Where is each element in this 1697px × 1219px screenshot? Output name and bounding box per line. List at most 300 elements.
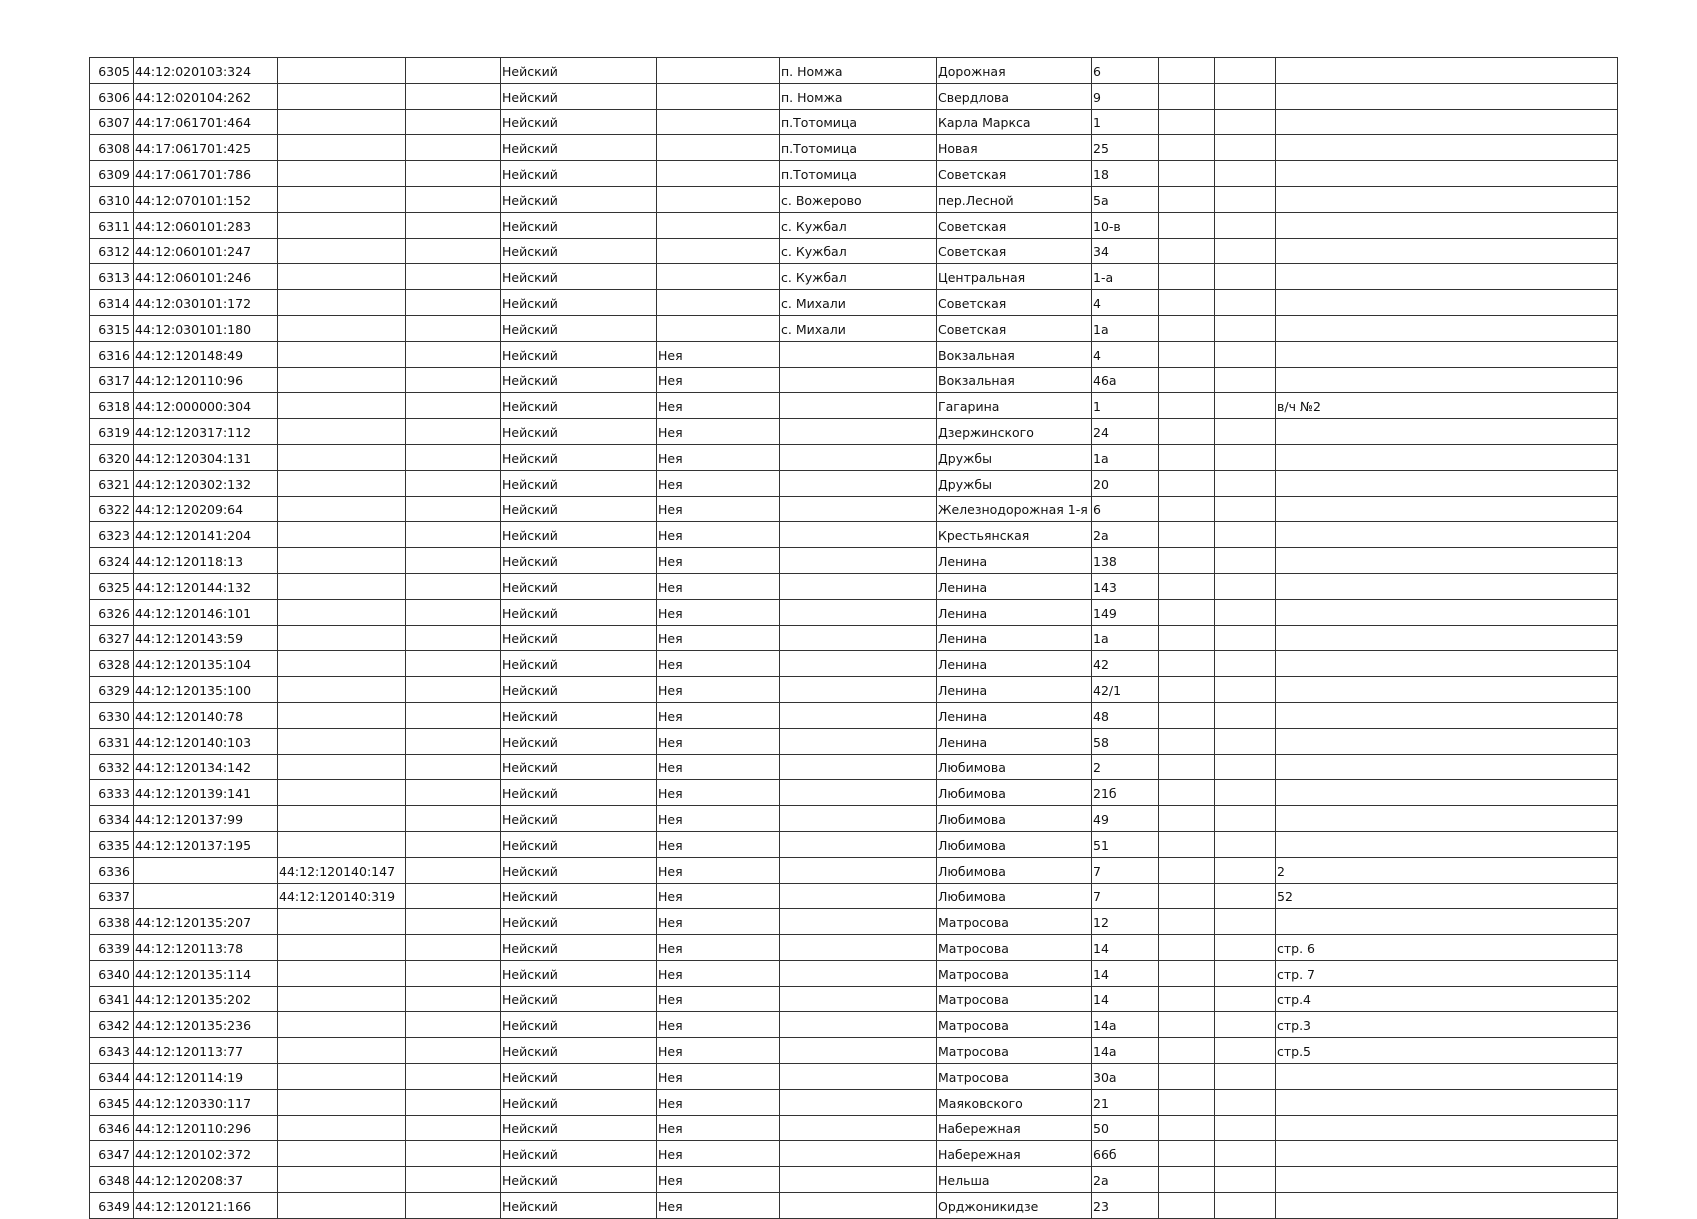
street-cell: Новая	[937, 135, 1092, 161]
settlement-cell	[780, 806, 937, 832]
street-cell: Дзержинского	[937, 419, 1092, 445]
building-cell	[1159, 728, 1215, 754]
settlement-cell	[780, 599, 937, 625]
house-number-cell: 1	[1092, 109, 1159, 135]
table-row	[90, 1089, 1618, 1115]
settlement-cell: п. Номжа	[780, 58, 937, 84]
cadastral-number-alt-cell	[278, 419, 406, 445]
cadastral-number-alt-cell	[278, 573, 406, 599]
building-cell	[1159, 1089, 1215, 1115]
street-cell: Ленина	[937, 677, 1092, 703]
note-cell: в/ч №2	[1276, 393, 1618, 419]
district-cell: Нейский	[501, 806, 657, 832]
city-cell: Нея	[657, 470, 780, 496]
row-number-cell: 6315	[90, 315, 134, 341]
district-cell: Нейский	[501, 1193, 657, 1219]
cadastral-number-alt-cell	[278, 1115, 406, 1141]
apartment-cell	[1215, 1038, 1276, 1064]
cadastral-number-cell: 44:12:120148:49	[134, 341, 278, 367]
apartment-cell	[1215, 960, 1276, 986]
district-cell: Нейский	[501, 831, 657, 857]
city-cell	[657, 135, 780, 161]
empty-cell	[406, 1038, 501, 1064]
district-cell: Нейский	[501, 909, 657, 935]
cadastral-number-cell: 44:17:061701:464	[134, 109, 278, 135]
cadastral-number-alt-cell	[278, 831, 406, 857]
house-number-cell: 49	[1092, 806, 1159, 832]
note-cell	[1276, 186, 1618, 212]
cadastral-number-alt-cell	[278, 960, 406, 986]
cadastral-number-alt-cell	[278, 806, 406, 832]
building-cell	[1159, 1038, 1215, 1064]
street-cell: Дорожная	[937, 58, 1092, 84]
cadastral-number-cell: 44:12:120208:37	[134, 1167, 278, 1193]
district-cell: Нейский	[501, 780, 657, 806]
note-cell	[1276, 1167, 1618, 1193]
cadastral-number-alt-cell	[278, 986, 406, 1012]
street-cell: Советская	[937, 290, 1092, 316]
house-number-cell: 42	[1092, 651, 1159, 677]
city-cell: Нея	[657, 754, 780, 780]
empty-cell	[406, 83, 501, 109]
empty-cell	[406, 960, 501, 986]
district-cell: Нейский	[501, 1064, 657, 1090]
row-number-cell: 6329	[90, 677, 134, 703]
building-cell	[1159, 677, 1215, 703]
row-number-cell: 6348	[90, 1167, 134, 1193]
street-cell: Дружбы	[937, 444, 1092, 470]
cadastral-number-alt-cell	[278, 109, 406, 135]
cadastral-number-cell: 44:12:120141:204	[134, 522, 278, 548]
street-cell: Любимова	[937, 780, 1092, 806]
cadastral-number-cell: 44:12:120134:142	[134, 754, 278, 780]
house-number-cell: 50	[1092, 1115, 1159, 1141]
cadastral-number-alt-cell	[278, 367, 406, 393]
city-cell: Нея	[657, 960, 780, 986]
row-number-cell: 6316	[90, 341, 134, 367]
row-number-cell: 6320	[90, 444, 134, 470]
building-cell	[1159, 780, 1215, 806]
cadastral-number-cell: 44:12:120304:131	[134, 444, 278, 470]
note-cell	[1276, 1089, 1618, 1115]
cadastral-number-cell: 44:12:120140:78	[134, 702, 278, 728]
city-cell: Нея	[657, 883, 780, 909]
city-cell: Нея	[657, 393, 780, 419]
cadastral-number-alt-cell	[278, 238, 406, 264]
settlement-cell	[780, 341, 937, 367]
street-cell: Маяковского	[937, 1089, 1092, 1115]
city-cell: Нея	[657, 728, 780, 754]
row-number-cell: 6328	[90, 651, 134, 677]
city-cell: Нея	[657, 496, 780, 522]
note-cell: стр. 7	[1276, 960, 1618, 986]
table-row	[90, 238, 1618, 264]
building-cell	[1159, 212, 1215, 238]
house-number-cell: 1а	[1092, 444, 1159, 470]
cadastral-number-cell	[134, 857, 278, 883]
settlement-cell	[780, 419, 937, 445]
note-cell	[1276, 573, 1618, 599]
note-cell: стр.5	[1276, 1038, 1618, 1064]
cadastral-number-cell: 44:12:060101:283	[134, 212, 278, 238]
apartment-cell	[1215, 186, 1276, 212]
settlement-cell	[780, 1115, 937, 1141]
settlement-cell: п.Тотомица	[780, 161, 937, 187]
apartment-cell	[1215, 393, 1276, 419]
cadastral-number-cell: 44:12:120110:96	[134, 367, 278, 393]
settlement-cell: с. Михали	[780, 315, 937, 341]
street-cell: Набережная	[937, 1115, 1092, 1141]
row-number-cell: 6309	[90, 161, 134, 187]
note-cell	[1276, 728, 1618, 754]
settlement-cell: с. Михали	[780, 290, 937, 316]
building-cell	[1159, 393, 1215, 419]
district-cell: Нейский	[501, 58, 657, 84]
house-number-cell: 46а	[1092, 367, 1159, 393]
cadastral-number-cell: 44:12:120135:236	[134, 1012, 278, 1038]
row-number-cell: 6331	[90, 728, 134, 754]
house-number-cell: 4	[1092, 290, 1159, 316]
row-number-cell: 6338	[90, 909, 134, 935]
table-row	[90, 651, 1618, 677]
street-cell: Любимова	[937, 806, 1092, 832]
house-number-cell: 42/1	[1092, 677, 1159, 703]
cadastral-number-alt-cell	[278, 470, 406, 496]
row-number-cell: 6318	[90, 393, 134, 419]
city-cell: Нея	[657, 1012, 780, 1038]
apartment-cell	[1215, 831, 1276, 857]
empty-cell	[406, 599, 501, 625]
note-cell	[1276, 496, 1618, 522]
empty-cell	[406, 831, 501, 857]
table-row	[90, 470, 1618, 496]
apartment-cell	[1215, 83, 1276, 109]
row-number-cell: 6346	[90, 1115, 134, 1141]
empty-cell	[406, 1193, 501, 1219]
cadastral-number-alt-cell	[278, 161, 406, 187]
settlement-cell	[780, 883, 937, 909]
note-cell	[1276, 264, 1618, 290]
cadastral-number-cell: 44:12:030101:180	[134, 315, 278, 341]
cadastral-number-cell: 44:12:030101:172	[134, 290, 278, 316]
note-cell	[1276, 212, 1618, 238]
empty-cell	[406, 135, 501, 161]
building-cell	[1159, 1064, 1215, 1090]
apartment-cell	[1215, 444, 1276, 470]
row-number-cell: 6312	[90, 238, 134, 264]
row-number-cell: 6324	[90, 548, 134, 574]
note-cell	[1276, 58, 1618, 84]
note-cell	[1276, 754, 1618, 780]
district-cell: Нейский	[501, 212, 657, 238]
street-cell: Матросова	[937, 935, 1092, 961]
cadastral-number-alt-cell	[278, 58, 406, 84]
street-cell: Советская	[937, 315, 1092, 341]
settlement-cell	[780, 831, 937, 857]
apartment-cell	[1215, 238, 1276, 264]
city-cell: Нея	[657, 1167, 780, 1193]
district-cell: Нейский	[501, 702, 657, 728]
cadastral-number-cell: 44:12:120135:207	[134, 909, 278, 935]
house-number-cell: 51	[1092, 831, 1159, 857]
cadastral-number-cell: 44:12:120114:19	[134, 1064, 278, 1090]
city-cell: Нея	[657, 1064, 780, 1090]
cadastral-number-cell: 44:12:020103:324	[134, 58, 278, 84]
apartment-cell	[1215, 1012, 1276, 1038]
cadastral-number-cell: 44:12:120118:13	[134, 548, 278, 574]
house-number-cell: 18	[1092, 161, 1159, 187]
settlement-cell	[780, 1064, 937, 1090]
apartment-cell	[1215, 367, 1276, 393]
building-cell	[1159, 986, 1215, 1012]
district-cell: Нейский	[501, 1089, 657, 1115]
table-row	[90, 857, 1618, 883]
city-cell: Нея	[657, 1115, 780, 1141]
empty-cell	[406, 702, 501, 728]
district-cell: Нейский	[501, 935, 657, 961]
settlement-cell	[780, 1012, 937, 1038]
house-number-cell: 1а	[1092, 315, 1159, 341]
empty-cell	[406, 754, 501, 780]
apartment-cell	[1215, 496, 1276, 522]
row-number-cell: 6343	[90, 1038, 134, 1064]
building-cell	[1159, 548, 1215, 574]
cadastral-number-cell: 44:17:061701:425	[134, 135, 278, 161]
city-cell	[657, 58, 780, 84]
table-row	[90, 315, 1618, 341]
note-cell	[1276, 444, 1618, 470]
row-number-cell: 6313	[90, 264, 134, 290]
empty-cell	[406, 1012, 501, 1038]
table-row	[90, 83, 1618, 109]
apartment-cell	[1215, 986, 1276, 1012]
building-cell	[1159, 651, 1215, 677]
cadastral-number-alt-cell	[278, 677, 406, 703]
district-cell: Нейский	[501, 419, 657, 445]
row-number-cell: 6306	[90, 83, 134, 109]
house-number-cell: 6	[1092, 496, 1159, 522]
table-row	[90, 548, 1618, 574]
table-row	[90, 58, 1618, 84]
house-number-cell: 1а	[1092, 625, 1159, 651]
note-cell	[1276, 419, 1618, 445]
cadastral-number-alt-cell	[278, 83, 406, 109]
district-cell: Нейский	[501, 728, 657, 754]
cadastral-number-cell: 44:12:120135:100	[134, 677, 278, 703]
apartment-cell	[1215, 135, 1276, 161]
apartment-cell	[1215, 58, 1276, 84]
house-number-cell: 12	[1092, 909, 1159, 935]
settlement-cell	[780, 728, 937, 754]
row-number-cell: 6344	[90, 1064, 134, 1090]
empty-cell	[406, 341, 501, 367]
cadastral-number-alt-cell	[278, 496, 406, 522]
cadastral-number-alt-cell	[278, 548, 406, 574]
row-number-cell: 6335	[90, 831, 134, 857]
empty-cell	[406, 444, 501, 470]
table-row	[90, 161, 1618, 187]
table-row	[90, 290, 1618, 316]
district-cell: Нейский	[501, 1115, 657, 1141]
table-row	[90, 341, 1618, 367]
cadastral-number-cell: 44:12:060101:246	[134, 264, 278, 290]
note-cell	[1276, 315, 1618, 341]
district-cell: Нейский	[501, 754, 657, 780]
cadastral-number-alt-cell	[278, 754, 406, 780]
cadastral-number-cell: 44:12:120144:132	[134, 573, 278, 599]
empty-cell	[406, 780, 501, 806]
building-cell	[1159, 702, 1215, 728]
house-number-cell: 6	[1092, 58, 1159, 84]
note-cell: стр.3	[1276, 1012, 1618, 1038]
note-cell	[1276, 470, 1618, 496]
building-cell	[1159, 573, 1215, 599]
district-cell: Нейский	[501, 522, 657, 548]
house-number-cell: 58	[1092, 728, 1159, 754]
building-cell	[1159, 470, 1215, 496]
row-number-cell: 6341	[90, 986, 134, 1012]
cadastral-number-cell: 44:12:120143:59	[134, 625, 278, 651]
district-cell: Нейский	[501, 625, 657, 651]
street-cell: Советская	[937, 212, 1092, 238]
row-number-cell: 6349	[90, 1193, 134, 1219]
city-cell	[657, 186, 780, 212]
cadastral-number-cell: 44:12:120140:103	[134, 728, 278, 754]
district-cell: Нейский	[501, 1141, 657, 1167]
table-row	[90, 1038, 1618, 1064]
district-cell: Нейский	[501, 496, 657, 522]
cadastral-number-cell: 44:12:120317:112	[134, 419, 278, 445]
empty-cell	[406, 806, 501, 832]
table-row	[90, 444, 1618, 470]
empty-cell	[406, 651, 501, 677]
table-row	[90, 419, 1618, 445]
cadastral-number-alt-cell	[278, 393, 406, 419]
building-cell	[1159, 238, 1215, 264]
district-cell: Нейский	[501, 135, 657, 161]
apartment-cell	[1215, 909, 1276, 935]
table-body	[90, 58, 1618, 1219]
empty-cell	[406, 728, 501, 754]
table-row	[90, 960, 1618, 986]
note-cell	[1276, 341, 1618, 367]
house-number-cell: 14	[1092, 935, 1159, 961]
building-cell	[1159, 909, 1215, 935]
house-number-cell: 21б	[1092, 780, 1159, 806]
empty-cell	[406, 496, 501, 522]
settlement-cell: с. Кужбал	[780, 264, 937, 290]
apartment-cell	[1215, 625, 1276, 651]
apartment-cell	[1215, 315, 1276, 341]
district-cell: Нейский	[501, 393, 657, 419]
house-number-cell: 149	[1092, 599, 1159, 625]
table-row	[90, 599, 1618, 625]
settlement-cell	[780, 1141, 937, 1167]
building-cell	[1159, 419, 1215, 445]
house-number-cell: 14	[1092, 986, 1159, 1012]
cadastral-number-cell: 44:12:120135:104	[134, 651, 278, 677]
apartment-cell	[1215, 702, 1276, 728]
street-cell: Крестьянская	[937, 522, 1092, 548]
apartment-cell	[1215, 161, 1276, 187]
empty-cell	[406, 909, 501, 935]
district-cell: Нейский	[501, 677, 657, 703]
row-number-cell: 6334	[90, 806, 134, 832]
apartment-cell	[1215, 935, 1276, 961]
cadastral-number-alt-cell: 44:12:120140:147	[278, 857, 406, 883]
note-cell: стр.4	[1276, 986, 1618, 1012]
district-cell: Нейский	[501, 960, 657, 986]
empty-cell	[406, 186, 501, 212]
settlement-cell	[780, 573, 937, 599]
table-row	[90, 393, 1618, 419]
building-cell	[1159, 806, 1215, 832]
cadastral-number-alt-cell	[278, 935, 406, 961]
city-cell	[657, 161, 780, 187]
district-cell: Нейский	[501, 1038, 657, 1064]
table-row	[90, 264, 1618, 290]
district-cell: Нейский	[501, 161, 657, 187]
city-cell: Нея	[657, 341, 780, 367]
cadastral-number-cell: 44:12:120113:77	[134, 1038, 278, 1064]
apartment-cell	[1215, 728, 1276, 754]
apartment-cell	[1215, 109, 1276, 135]
empty-cell	[406, 1115, 501, 1141]
note-cell	[1276, 1193, 1618, 1219]
settlement-cell	[780, 367, 937, 393]
apartment-cell	[1215, 754, 1276, 780]
row-number-cell: 6337	[90, 883, 134, 909]
empty-cell	[406, 1167, 501, 1193]
cadastral-number-cell: 44:12:120110:296	[134, 1115, 278, 1141]
city-cell: Нея	[657, 677, 780, 703]
street-cell: Любимова	[937, 831, 1092, 857]
apartment-cell	[1215, 419, 1276, 445]
settlement-cell	[780, 857, 937, 883]
empty-cell	[406, 677, 501, 703]
row-number-cell: 6332	[90, 754, 134, 780]
note-cell	[1276, 702, 1618, 728]
city-cell	[657, 109, 780, 135]
street-cell: пер.Лесной	[937, 186, 1092, 212]
settlement-cell: п.Тотомица	[780, 109, 937, 135]
building-cell	[1159, 58, 1215, 84]
apartment-cell	[1215, 1064, 1276, 1090]
note-cell	[1276, 290, 1618, 316]
street-cell: Ленина	[937, 702, 1092, 728]
note-cell	[1276, 780, 1618, 806]
settlement-cell: с. Вожерово	[780, 186, 937, 212]
empty-cell	[406, 1089, 501, 1115]
cadastral-number-alt-cell	[278, 1089, 406, 1115]
table-row	[90, 780, 1618, 806]
district-cell: Нейский	[501, 290, 657, 316]
building-cell	[1159, 883, 1215, 909]
empty-cell	[406, 935, 501, 961]
city-cell: Нея	[657, 935, 780, 961]
table-row	[90, 367, 1618, 393]
city-cell: Нея	[657, 1038, 780, 1064]
house-number-cell: 1	[1092, 393, 1159, 419]
cadastral-number-alt-cell	[278, 135, 406, 161]
house-number-cell: 21	[1092, 1089, 1159, 1115]
row-number-cell: 6310	[90, 186, 134, 212]
cadastral-number-alt-cell	[278, 1038, 406, 1064]
row-number-cell: 6347	[90, 1141, 134, 1167]
empty-cell	[406, 1141, 501, 1167]
cadastral-number-cell: 44:12:060101:247	[134, 238, 278, 264]
city-cell: Нея	[657, 367, 780, 393]
